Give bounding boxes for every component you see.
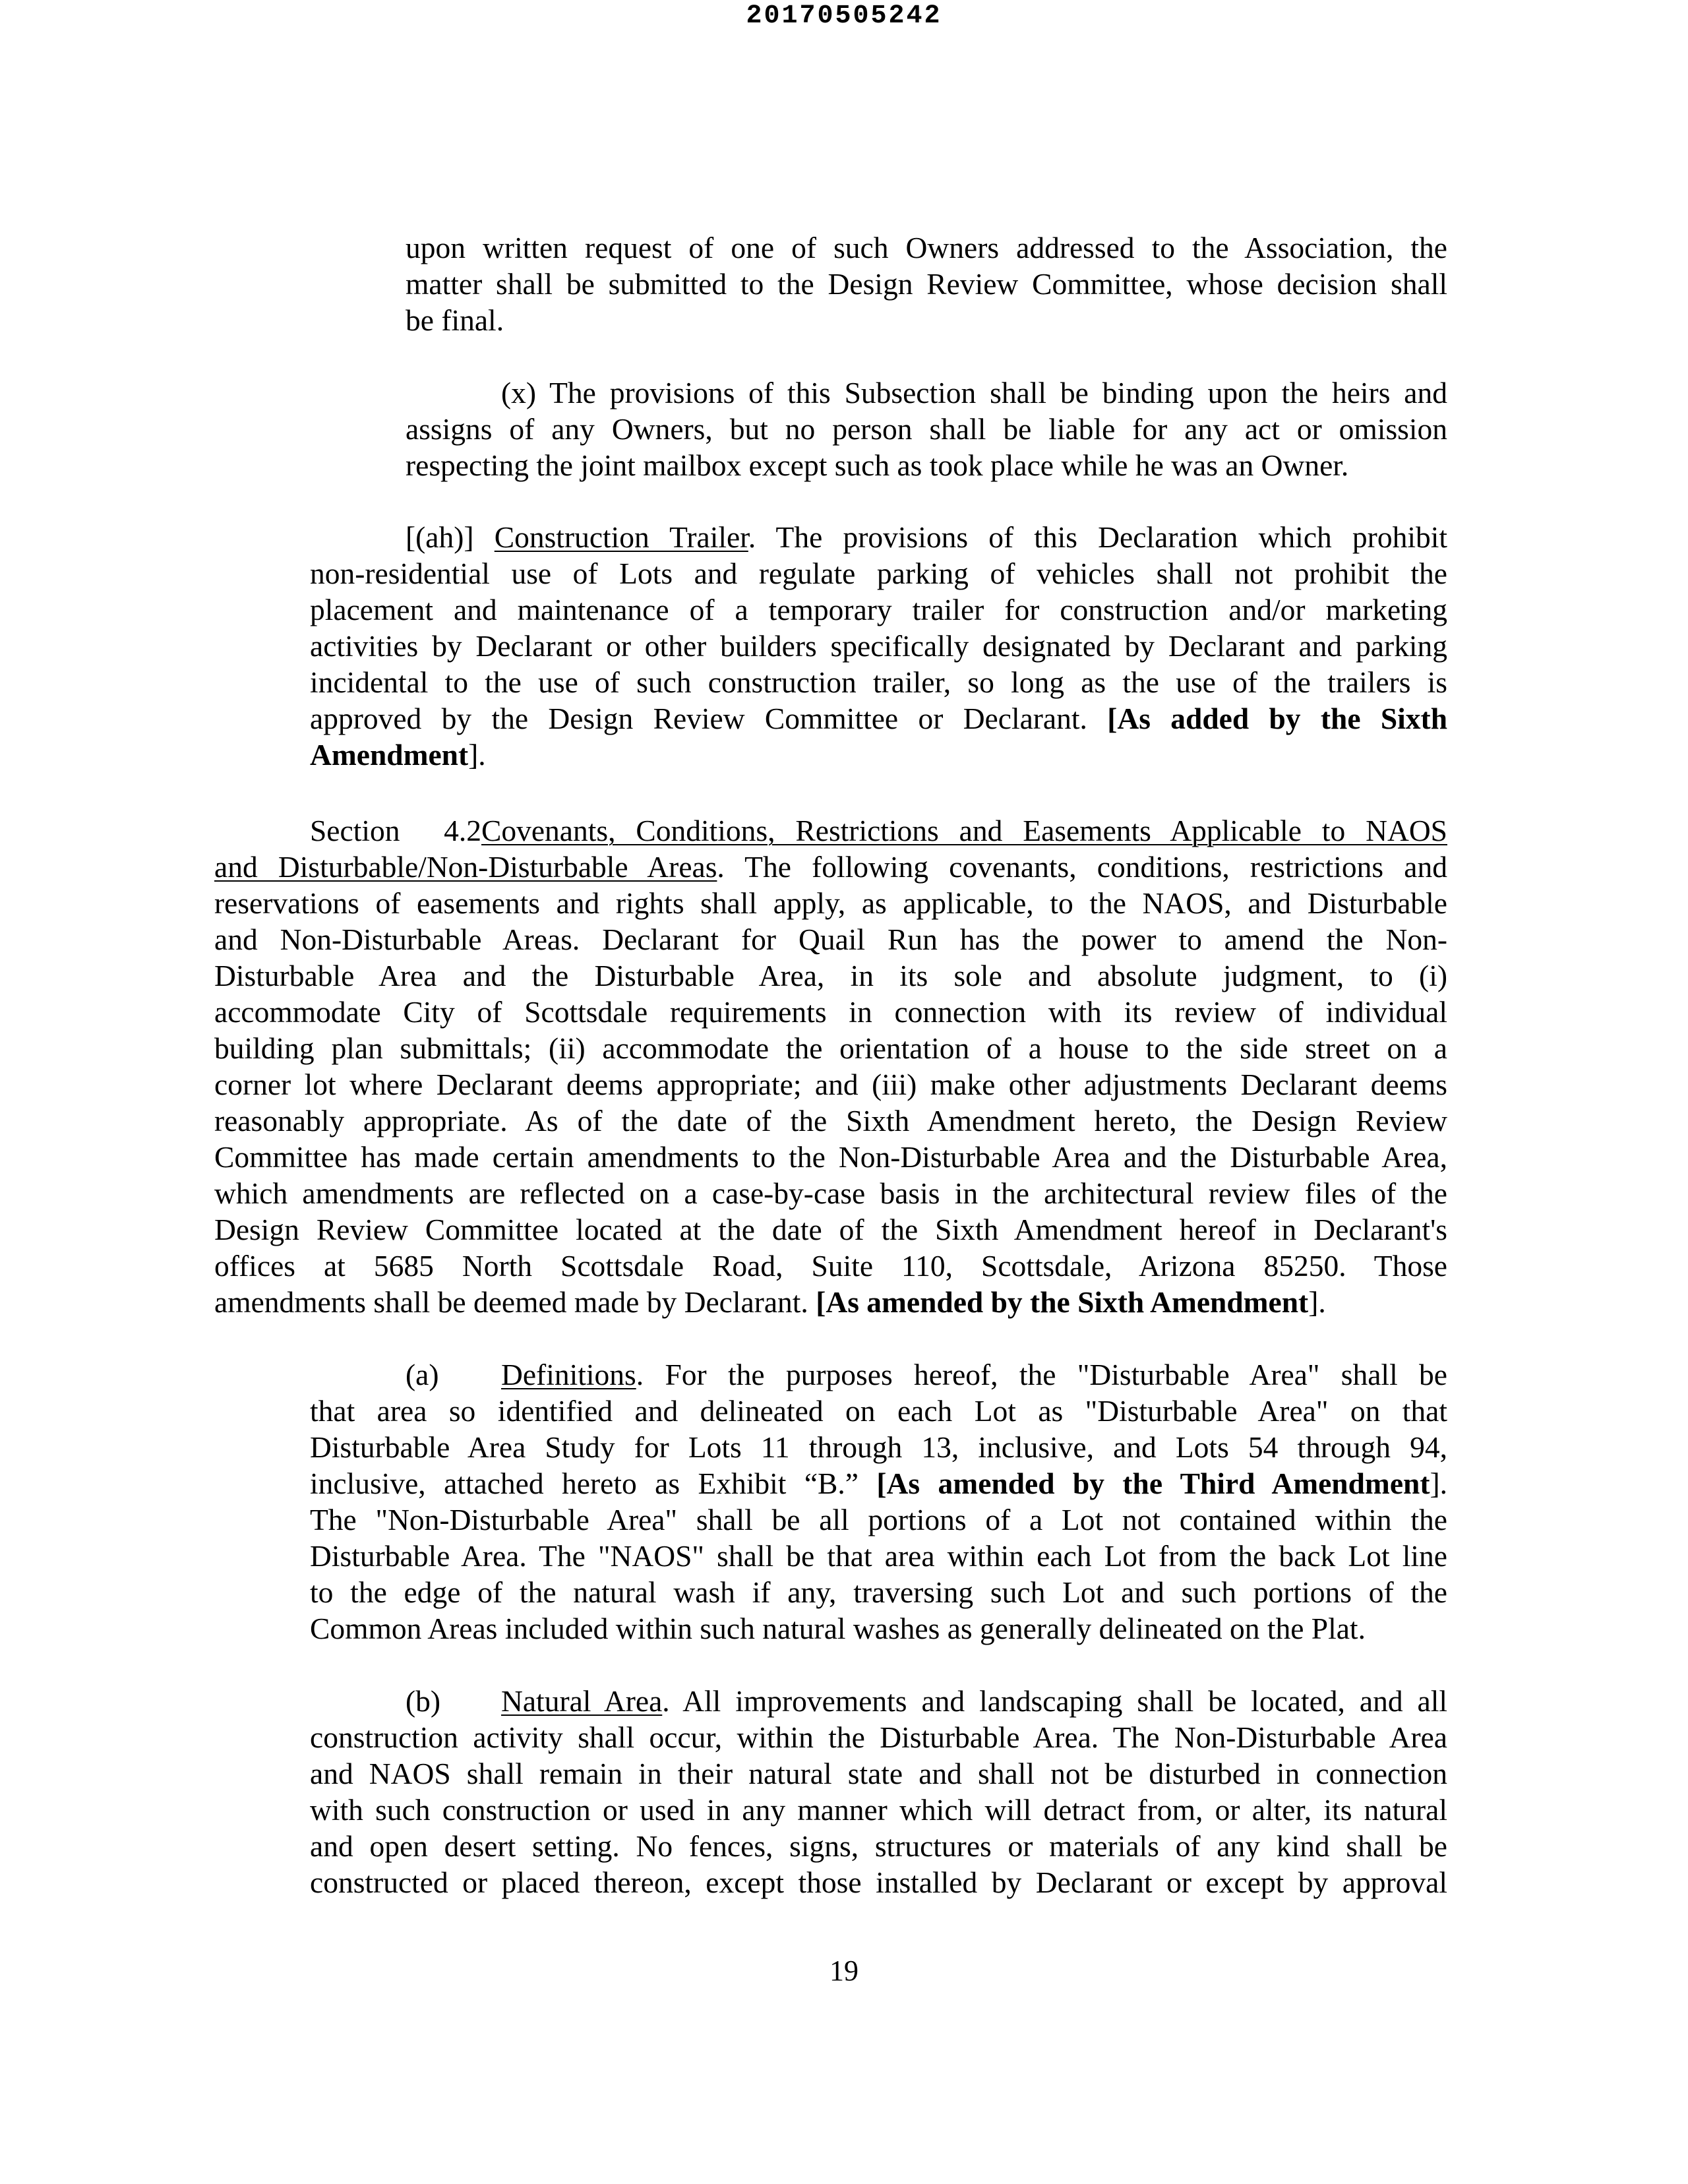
text-line — [310, 519, 1447, 555]
text-line: placement and maintenance of a temporary trailer for construction and/or marketing — [310, 593, 1447, 626]
text-line: constructed or placed thereon, except those installed by Declarant or except by approval — [310, 1866, 1447, 1899]
text-line: that area so identified and delineated on each Lot as "Disturbable Area" on that — [310, 1394, 1447, 1428]
section-title: and Disturbable/Non-Disturbable Areas — [214, 850, 717, 884]
text-run: . All improvements and landscaping shall be located, and all — [662, 1684, 1447, 1718]
amendment-note: [As amended by the Third Amendment — [876, 1467, 1430, 1500]
text-line: be final. — [406, 303, 504, 337]
text-line: to the edge of the natural wash if any, traversing such Lot and such portions of the — [310, 1575, 1447, 1609]
text-line: and NAOS shall remain in their natural state and shall not be disturbed in connection — [310, 1757, 1447, 1790]
text-run: . The provisions of this Declaration which prohibit — [748, 520, 1447, 554]
text-line: matter shall be submitted to the Design Review Committee, whose decision shall — [406, 267, 1447, 301]
paragraph-continuation — [406, 229, 1447, 338]
text-run: ]. — [468, 738, 486, 772]
page-number: 19 — [829, 1955, 859, 1987]
paragraph-x — [406, 375, 1447, 483]
text-line: Disturbable Area and the Disturbable Area, in its sole and absolute judgment, to (i) — [214, 959, 1447, 992]
text-line: respecting the joint mailbox except such as took place while he was an Owner. — [406, 448, 1349, 482]
amendment-note: [As added by the Sixth — [1107, 702, 1447, 735]
text-line: corner lot where Declarant deems appropriate; and (iii) make other adjustments Declarant deems — [214, 1068, 1447, 1101]
text-line — [310, 1683, 1447, 1719]
text-line: incidental to the use of such construction trailer, so long as the use of the trailers is — [310, 665, 1447, 699]
text-line — [310, 1465, 1447, 1502]
text-line: and Non-Disturbable Areas. Declarant for Quail Run has the power to amend the Non- — [214, 923, 1447, 956]
text-line — [214, 1284, 1447, 1320]
text-run: ]. — [1308, 1285, 1326, 1319]
text-line: construction activity shall occur, within the Disturbable Area. The Non-Disturbable Area — [310, 1720, 1447, 1754]
text-line: with such construction or used in any manner which will detract from, or alter, its natural — [310, 1793, 1447, 1827]
text-run: . For the purposes hereof, the "Disturbable Area" shall be — [636, 1358, 1447, 1391]
subsection-heading: Natural Area — [501, 1684, 663, 1718]
text-line: Disturbable Area. The "NAOS" shall be that area within each Lot from the back Lot line — [310, 1539, 1447, 1573]
text-line — [214, 812, 1447, 849]
text-line: accommodate City of Scottsdale requirements in connection with its review of individual — [214, 995, 1447, 1029]
document-number: 20170505242 — [746, 1, 942, 31]
subsection-label: (b) — [406, 1684, 441, 1718]
subsection-heading: Definitions — [501, 1358, 636, 1391]
section-4-2 — [214, 812, 1447, 1320]
amendment-note: [As amended by the Sixth Amendment — [816, 1285, 1309, 1319]
text-line: and open desert setting. No fences, signs, structures or materials of any kind shall be — [310, 1829, 1447, 1863]
text-line: The "Non-Disturbable Area" shall be all portions of a Lot not contained within the — [310, 1503, 1447, 1536]
subsection-label: (a) — [406, 1358, 439, 1391]
text-run: amendments shall be deemed made by Declarant. — [214, 1285, 816, 1319]
text-line: which amendments are reflected on a case-by-case basis in the architectural review files of the — [214, 1176, 1447, 1210]
text-line: non-residential use of Lots and regulate parking of vehicles shall not prohibit the — [310, 557, 1447, 590]
text-line: reservations of easements and rights shall apply, as applicable, to the NAOS, and Disturbable — [214, 886, 1447, 920]
text-line: Committee has made certain amendments to the Non-Disturbable Area and the Disturbable Area, — [214, 1140, 1447, 1174]
text-run: . The following covenants, conditions, restrictions and — [717, 850, 1447, 884]
paragraph-natural-area — [310, 1683, 1447, 1900]
section-title: Covenants, Conditions, Restrictions and Easements Applicable to NAOS — [481, 814, 1447, 847]
subsection-label: [(ah)] — [406, 520, 474, 554]
amendment-note: Amendment — [310, 738, 469, 772]
text-line: building plan submittals; (ii) accommodate the orientation of a house to the side street on a — [214, 1031, 1447, 1065]
text-line: Design Review Committee located at the date of the Sixth Amendment hereof in Declarant's — [214, 1213, 1447, 1246]
text-line — [310, 1356, 1447, 1393]
text-line: assigns of any Owners, but no person shall be liable for any act or omission — [406, 412, 1447, 446]
text-run: inclusive, attached hereto as Exhibit “B.” — [310, 1467, 877, 1500]
text-line — [214, 849, 1447, 885]
text-line: (x) The provisions of this Subsection shall be binding upon the heirs and — [501, 376, 1447, 410]
paragraph-definitions — [310, 1356, 1447, 1647]
text-run: approved by the Design Review Committee or Declarant. — [310, 702, 1108, 735]
text-line — [310, 700, 1447, 737]
text-line: reasonably appropriate. As of the date of the Sixth Amendment hereto, the Design Review — [214, 1104, 1447, 1138]
text-run: ]. — [1430, 1467, 1448, 1500]
paragraph-construction-trailer — [310, 519, 1447, 773]
text-line: offices at 5685 North Scottsdale Road, Suite 110, Scottsdale, Arizona 85250. Those — [214, 1249, 1447, 1283]
text-line — [310, 737, 1447, 773]
text-line: Common Areas included within such natural washes as generally delineated on the Plat. — [310, 1612, 1366, 1645]
section-label: Section 4.2 — [310, 814, 481, 847]
text-line: Disturbable Area Study for Lots 11 through 13, inclusive, and Lots 54 through 94, — [310, 1430, 1447, 1464]
subsection-heading: Construction Trailer — [494, 520, 748, 554]
text-line: activities by Declarant or other builders specifically designated by Declarant and parking — [310, 629, 1447, 663]
text-line: upon written request of one of such Owners addressed to the Association, the — [406, 231, 1447, 264]
